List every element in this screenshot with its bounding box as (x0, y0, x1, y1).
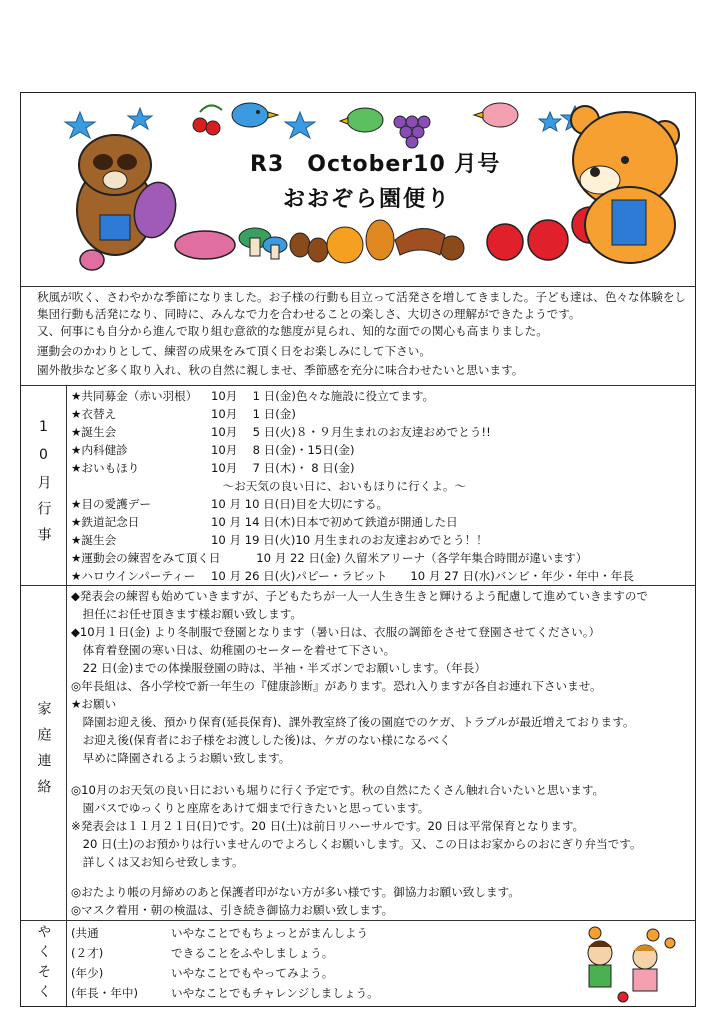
event-name: ★運動会の練習をみて頂く日 (71, 551, 221, 565)
promise-group: (年少) (71, 966, 104, 980)
event-detail: 10 月 10 日(日)目を大切にする。 (211, 497, 389, 511)
intro-line: 又、何事にも自分から進んで取り組む意欲的な態度が見られ、知的な面での関心も高まりました。 (37, 324, 548, 338)
event-name: ★誕生会 (71, 425, 117, 439)
event-detail: 10月 5 日(火)８・９月生まれのお友達おめでとう!! (211, 425, 491, 439)
promise-group: (２才) (71, 946, 104, 960)
event-detail: 10 月 19 日(火)10 月生まれのお友達おめでとう！！ (211, 533, 488, 547)
event-detail: 10 月 22 日(金) 久留米アリーナ（各学年集合時間が違います） (241, 551, 588, 565)
event-detail: 10月 7 日(木)・ 8 日(金) (211, 461, 355, 475)
events-label-cell (21, 386, 67, 585)
intro-line: 園外散歩など多く取り入れ、秋の自然に親しませ、季節感を充分に味合わせたいと思います。 (37, 363, 524, 377)
contact-line: 降園お迎え後、預かり保育(延長保育)、課外教室終了後の園庭でのケガ、トラブルが最近増えております。 (71, 715, 635, 729)
promise-text: いやなことでもちょっとがまんしよう (171, 926, 369, 940)
header-box-border (20, 92, 696, 285)
contact-label: 家庭連絡 (35, 701, 52, 805)
event-name: ★衣替え (71, 407, 117, 421)
contact-label-cell (21, 586, 67, 920)
promise-group: (年長・年中) (71, 986, 139, 1000)
event-name: ★内科健診 (71, 443, 128, 457)
contact-section (21, 585, 695, 920)
intro-line: 秋風が吹く、さわやかな季節になりました。お子様の行動も目立って活発さを増してきました。子ども達は、色々な体験をし (37, 290, 687, 304)
contact-line: ◆発表会の練習も始めていきますが、子どもたちが一人一人生き生きと輝けるよう配慮して進めていきますので (71, 589, 649, 603)
contact-line: 詳しくは又お知らせ致します。 (71, 855, 244, 869)
promise-text: いやなことでもやってみよう。 (171, 966, 334, 980)
newsletter-title: R3 October10 月号 (250, 152, 501, 177)
contact-line: 園バスでゆっくりと座席をあけて畑まで行きたいと思っています。 (71, 801, 430, 815)
event-name: ★鉄道記念日 (71, 515, 140, 529)
event-detail: 10 月 26 日(火)パピー・ラビット 10 月 27 日(水)バンビ・年少・年中・年長 (211, 569, 634, 583)
event-name: ★目の愛護デー (71, 497, 151, 511)
contact-line: ◆10月１日(金) より冬制服で登園となります（暑い日は、衣服の調節をさせて登園させてください。） (71, 625, 601, 639)
contact-line: 体育着登園の寒い日は、幼稚園のセーターを着せて下さい。 (71, 643, 396, 657)
promise-section (21, 920, 695, 1006)
children-illustration (575, 925, 685, 1005)
promise-text: いやなことでもチャレンジしましょう。 (171, 986, 379, 1000)
event-name: ★おいもほり (71, 461, 140, 475)
contact-line: 担任にお任せ頂きます様お願い致します。 (71, 607, 302, 621)
event-name: ★ハロウインパーティー (71, 569, 196, 583)
contact-line: お迎え後(保育者にお子様をお渡しした後)は、ケガのない様になるべく (71, 733, 451, 747)
event-detail: 10月 8 日(金)・15日(金) (211, 443, 355, 457)
promise-label-cell (21, 921, 67, 1006)
contact-line: ※発表会は１１月２１日(日)です。20 日(土)は前日リハーサルです。20 日は平常保育となります。 (71, 819, 585, 833)
contact-line: 早めに降園されるようお願い致します。 (71, 751, 291, 765)
event-name: ★誕生会 (71, 533, 117, 547)
event-detail: 10 月 14 日(木)日本で初めて鉄道が開通した日 (211, 515, 458, 529)
contact-line: ◎おたより帳の月締めのあと保護者印がない方が多い様です。御協力お願い致します。 (71, 885, 520, 899)
newsletter-subtitle: おおぞら園便り (283, 187, 452, 212)
contact-line: 22 日(金)までの体操服登園の時は、半袖・半ズボンでお願いします。（年長） (71, 661, 486, 675)
events-section (21, 385, 695, 585)
intro-line: 運動会のかわりとして、練習の成果をみて頂く日をお楽しみにして下さい。 (37, 344, 431, 358)
contact-line: 20 日(土)のお預かりは行いませんのでよろしくお願いします。又、この日はお家からのおにぎり弁当です。 (71, 837, 642, 851)
event-detail: ～お天気の良い日に、おいもほりに行くよ。～ (211, 479, 467, 493)
event-detail: 10月 1 日(金)色々な施設に役立てます。 (211, 389, 435, 403)
contact-line: ◎10月のお天気の良い日においも堀りに行く予定です。秋の自然にたくさん触れ合いたいと思います。 (71, 783, 605, 797)
event-detail: 10月 1 日(金) (211, 407, 296, 421)
events-label: 10月行事 (35, 418, 52, 553)
contact-line: ★お願い (71, 697, 117, 711)
promise-text: できることをふやしましょう。 (171, 946, 334, 960)
intro-section (21, 286, 695, 385)
intro-line: 集団行動も活発になり、同時に、みんなで力を合わせることの楽しさ、大切さの理解ができたようです。 (37, 307, 581, 321)
event-name: ★共同募金（赤い羽根） (71, 389, 198, 403)
promise-group: (共通 (71, 926, 99, 940)
contact-line: ◎年長組は、各小学校で新一年生の『健康診断』があります。恐れ入りますが各自お連れ下さいませ。 (71, 679, 602, 693)
promise-label: やくそく (35, 923, 52, 1004)
contact-line: ◎マスク着用・朝の検温は、引き続き御協力お願い致します。 (71, 903, 394, 917)
